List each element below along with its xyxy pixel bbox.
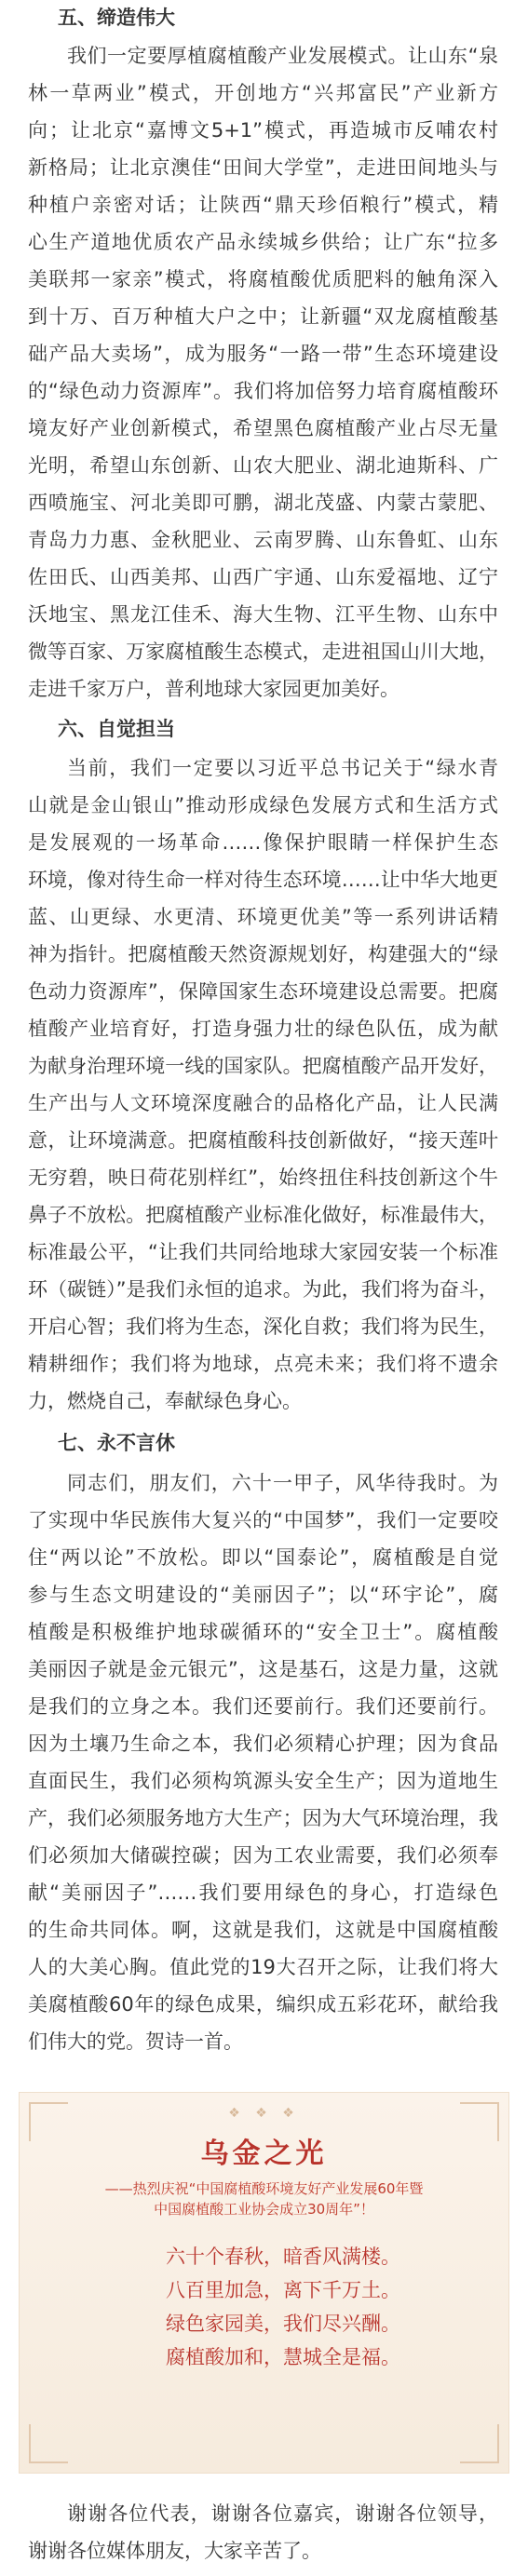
paragraph-line: 环（碳链）”是我们永恒的追求。为此，我们将为奋斗， [28,1278,498,1301]
poem-title: 乌金之光 [200,2138,328,2170]
paragraph-line: 的“绿色动力资源库”。我们将加倍努力培育腐植酸环 [28,380,498,402]
paragraph-line: 同志们，朋友们，六十一甲子，风华待我时。为 [67,1472,498,1494]
paragraph-line: 蓝、山更绿、水更清、环境更优美”等一系列讲话精 [28,906,498,928]
paragraph-line: 佐田氏、山西美邦、山西广宇通、山东爱福地、辽宁 [28,566,498,588]
poem-verse-line: 绿色家园美，我们尽兴酬。 [166,2313,400,2335]
paragraph-line: 林一草两业”模式，开创地方“兴邦富民”产业新方 [28,82,498,104]
paragraph-line: 谢谢各位代表，谢谢各位嘉宾，谢谢各位领导， [67,2502,498,2525]
paragraph-line: 到十万、百万种植大户之中；让新疆“双龙腐植酸基 [28,305,498,328]
poem-verse-line: 腐植酸加和，慧城全是福。 [166,2346,400,2368]
paragraph-line: 山就是金山银山”推动形成绿色发展方式和生活方式 [28,794,498,816]
poem-poster-image [19,2092,509,2474]
cloud-ornament-icon: ❖ ❖ ❖ [228,2106,300,2121]
paragraph-line: 植酸是积极维护地球碳循环的“安全卫士”。腐植酸 [28,1621,498,1643]
paragraph-line: 微等百家、万家腐植酸生态模式，走进祖国山川大地， [28,641,498,663]
paragraph-line: 我们一定要厚植腐植酸产业发展模式。让山东“泉 [67,45,498,67]
paragraph-line: 标准最公平，“让我们共同给地球大家园安装一个标准 [28,1241,498,1263]
paragraph-line: 鼻子不放松。把腐植酸产业标准化做好，标准最伟大， [28,1204,498,1226]
paragraph-line: 光明，希望山东创新、山农大肥业、湖北迪斯科、广 [28,454,498,477]
paragraph-line: 为献身治理环境一线的国家队。把腐植酸产品开发好， [28,1055,498,1077]
paragraph-line: 神为指针。把腐植酸天然资源规划好，构建强大的“绿 [28,943,498,965]
paragraph-line: 环境，像对待生命一样对待生态环境……让中华大地更 [28,869,498,891]
paragraph-line: 当前，我们一定要以习近平总书记关于“绿水青 [67,757,498,779]
paragraph-line: 意，让环境满意。把腐植酸科技创新做好，“接天莲叶 [28,1129,498,1152]
paragraph-line: 植酸产业培育好，打造身强力壮的绿色队伍，成为献 [28,1018,498,1040]
poem-subtitle-line-2: 中国腐植酸工业协会成立30周年”！ [154,2201,374,2218]
paragraph-line: 们伟大的党。贺诗一首。 [28,2030,243,2053]
paragraph-line: 力，燃烧自己，奉献绿色身心。 [28,1390,302,1412]
paragraph-line: 种植户亲密对话；让陕西“鼎天珍佰粮行”模式，精 [28,194,498,216]
paragraph-line: 向；让北京“嘉博文5+1”模式，再造城市反哺农村 [28,119,498,142]
poem-verse-line: 六十个春秋，暗香风满楼。 [166,2246,400,2268]
poster-corner-ornament [29,2424,68,2463]
section-heading-6: 六、自觉担当 [58,718,175,740]
closing-text [28,2495,498,2569]
paragraph-line: 人的大美心胸。值此党的19大召开之际，让我们将大 [28,1956,498,1978]
poem-verse-line: 八百里加急，离下千万土。 [166,2279,400,2301]
section-body-5 [28,37,498,708]
paragraph-line: 献“美丽因子”……我们要用绿色的身心，打造绿色 [28,1881,498,1904]
paragraph-line: 美联邦一家亲”模式，将腐植酸优质肥料的触角深入 [28,268,498,290]
paragraph-line: 们必须加大储碳控碳；因为工农业需要，我们必须奉 [28,1844,498,1867]
paragraph-line: 西喷施宝、河北美即可鹏，湖北茂盛、内蒙古蒙肥、 [28,492,498,514]
paragraph-line: 参与生态文明建设的“美丽因子”；以“环宇论”，腐 [28,1584,498,1606]
section-body-6 [28,749,498,1420]
paragraph-line: 生产出与人文环境深度融合的品格化产品，让人民满 [28,1092,498,1114]
paragraph-line: 开启心智；我们将为生态，深化自救；我们将为民生， [28,1315,498,1338]
paragraph-line: 住“两以论”不放松。即以“国泰论”，腐植酸是自觉 [28,1546,498,1569]
paragraph-line: 谢谢各位媒体朋友，大家辛苦了。 [28,2540,321,2562]
poster-corner-ornament [460,2424,499,2463]
paragraph-line: 境友好产业创新模式，希望黑色腐植酸产业占尽无量 [28,417,498,439]
paragraph-line: 沃地宝、黑龙江佳禾、海大生物、江平生物、山东中 [28,603,498,626]
section-heading-7: 七、永不言休 [58,1432,175,1454]
paragraph-line: 走进千家万户，普利地球大家园更加美好。 [28,678,399,700]
paragraph-line: 的生命共同体。啊，这就是我们，这就是中国腐植酸 [28,1919,498,1941]
paragraph-line: 色动力资源库”，保障国家生态环境建设总需要。把腐 [28,980,498,1003]
paragraph-line: 是发展观的一场革命……像保护眼睛一样保护生态 [28,831,498,854]
paragraph-line: 因为土壤乃生命之本，我们必须精心护理；因为食品 [28,1733,498,1755]
paragraph-line: 青岛力力惠、金秋肥业、云南罗腾、山东鲁虹、山东 [28,529,498,551]
paragraph-line: 础产品大卖场”，成为服务“一路一带”生态环境建设 [28,343,498,365]
paragraph-line: 精耕细作；我们将为地球，点亮未来；我们将不遗余 [28,1353,498,1375]
paragraph-line: 是我们的立身之本。我们还要前行。我们还要前行。 [28,1695,498,1718]
paragraph-line: 了实现中华民族伟大复兴的“中国梦”，我们一定要咬 [28,1509,498,1531]
section-heading-5: 五、缔造伟大 [58,7,175,29]
poem-subtitle-line-1: ——热烈庆祝“中国腐植酸环境友好产业发展60年暨 [104,2180,424,2197]
paragraph-line: 美腐植酸60年的绿色成果，编织成五彩花环，献给我 [28,1993,498,2016]
paragraph-line: 心生产道地优质农产品永续城乡供给；让广东“拉多 [28,231,498,253]
paragraph-line: 无穷碧，映日荷花别样红”，始终扭住科技创新这个牛 [28,1167,498,1189]
paragraph-line: 产，我们必须服务地方大生产；因为大气环境治理，我 [28,1807,498,1829]
section-body-7 [28,1464,498,2060]
paragraph-line: 新格局；让北京澳佳“田间大学堂”，走进田间地头与 [28,156,498,179]
paragraph-line: 美丽因子就是金元银元”，这是基石，这是力量，这就 [28,1658,498,1680]
paragraph-line: 直面民生，我们必须构筑源头安全生产；因为道地生 [28,1770,498,1792]
